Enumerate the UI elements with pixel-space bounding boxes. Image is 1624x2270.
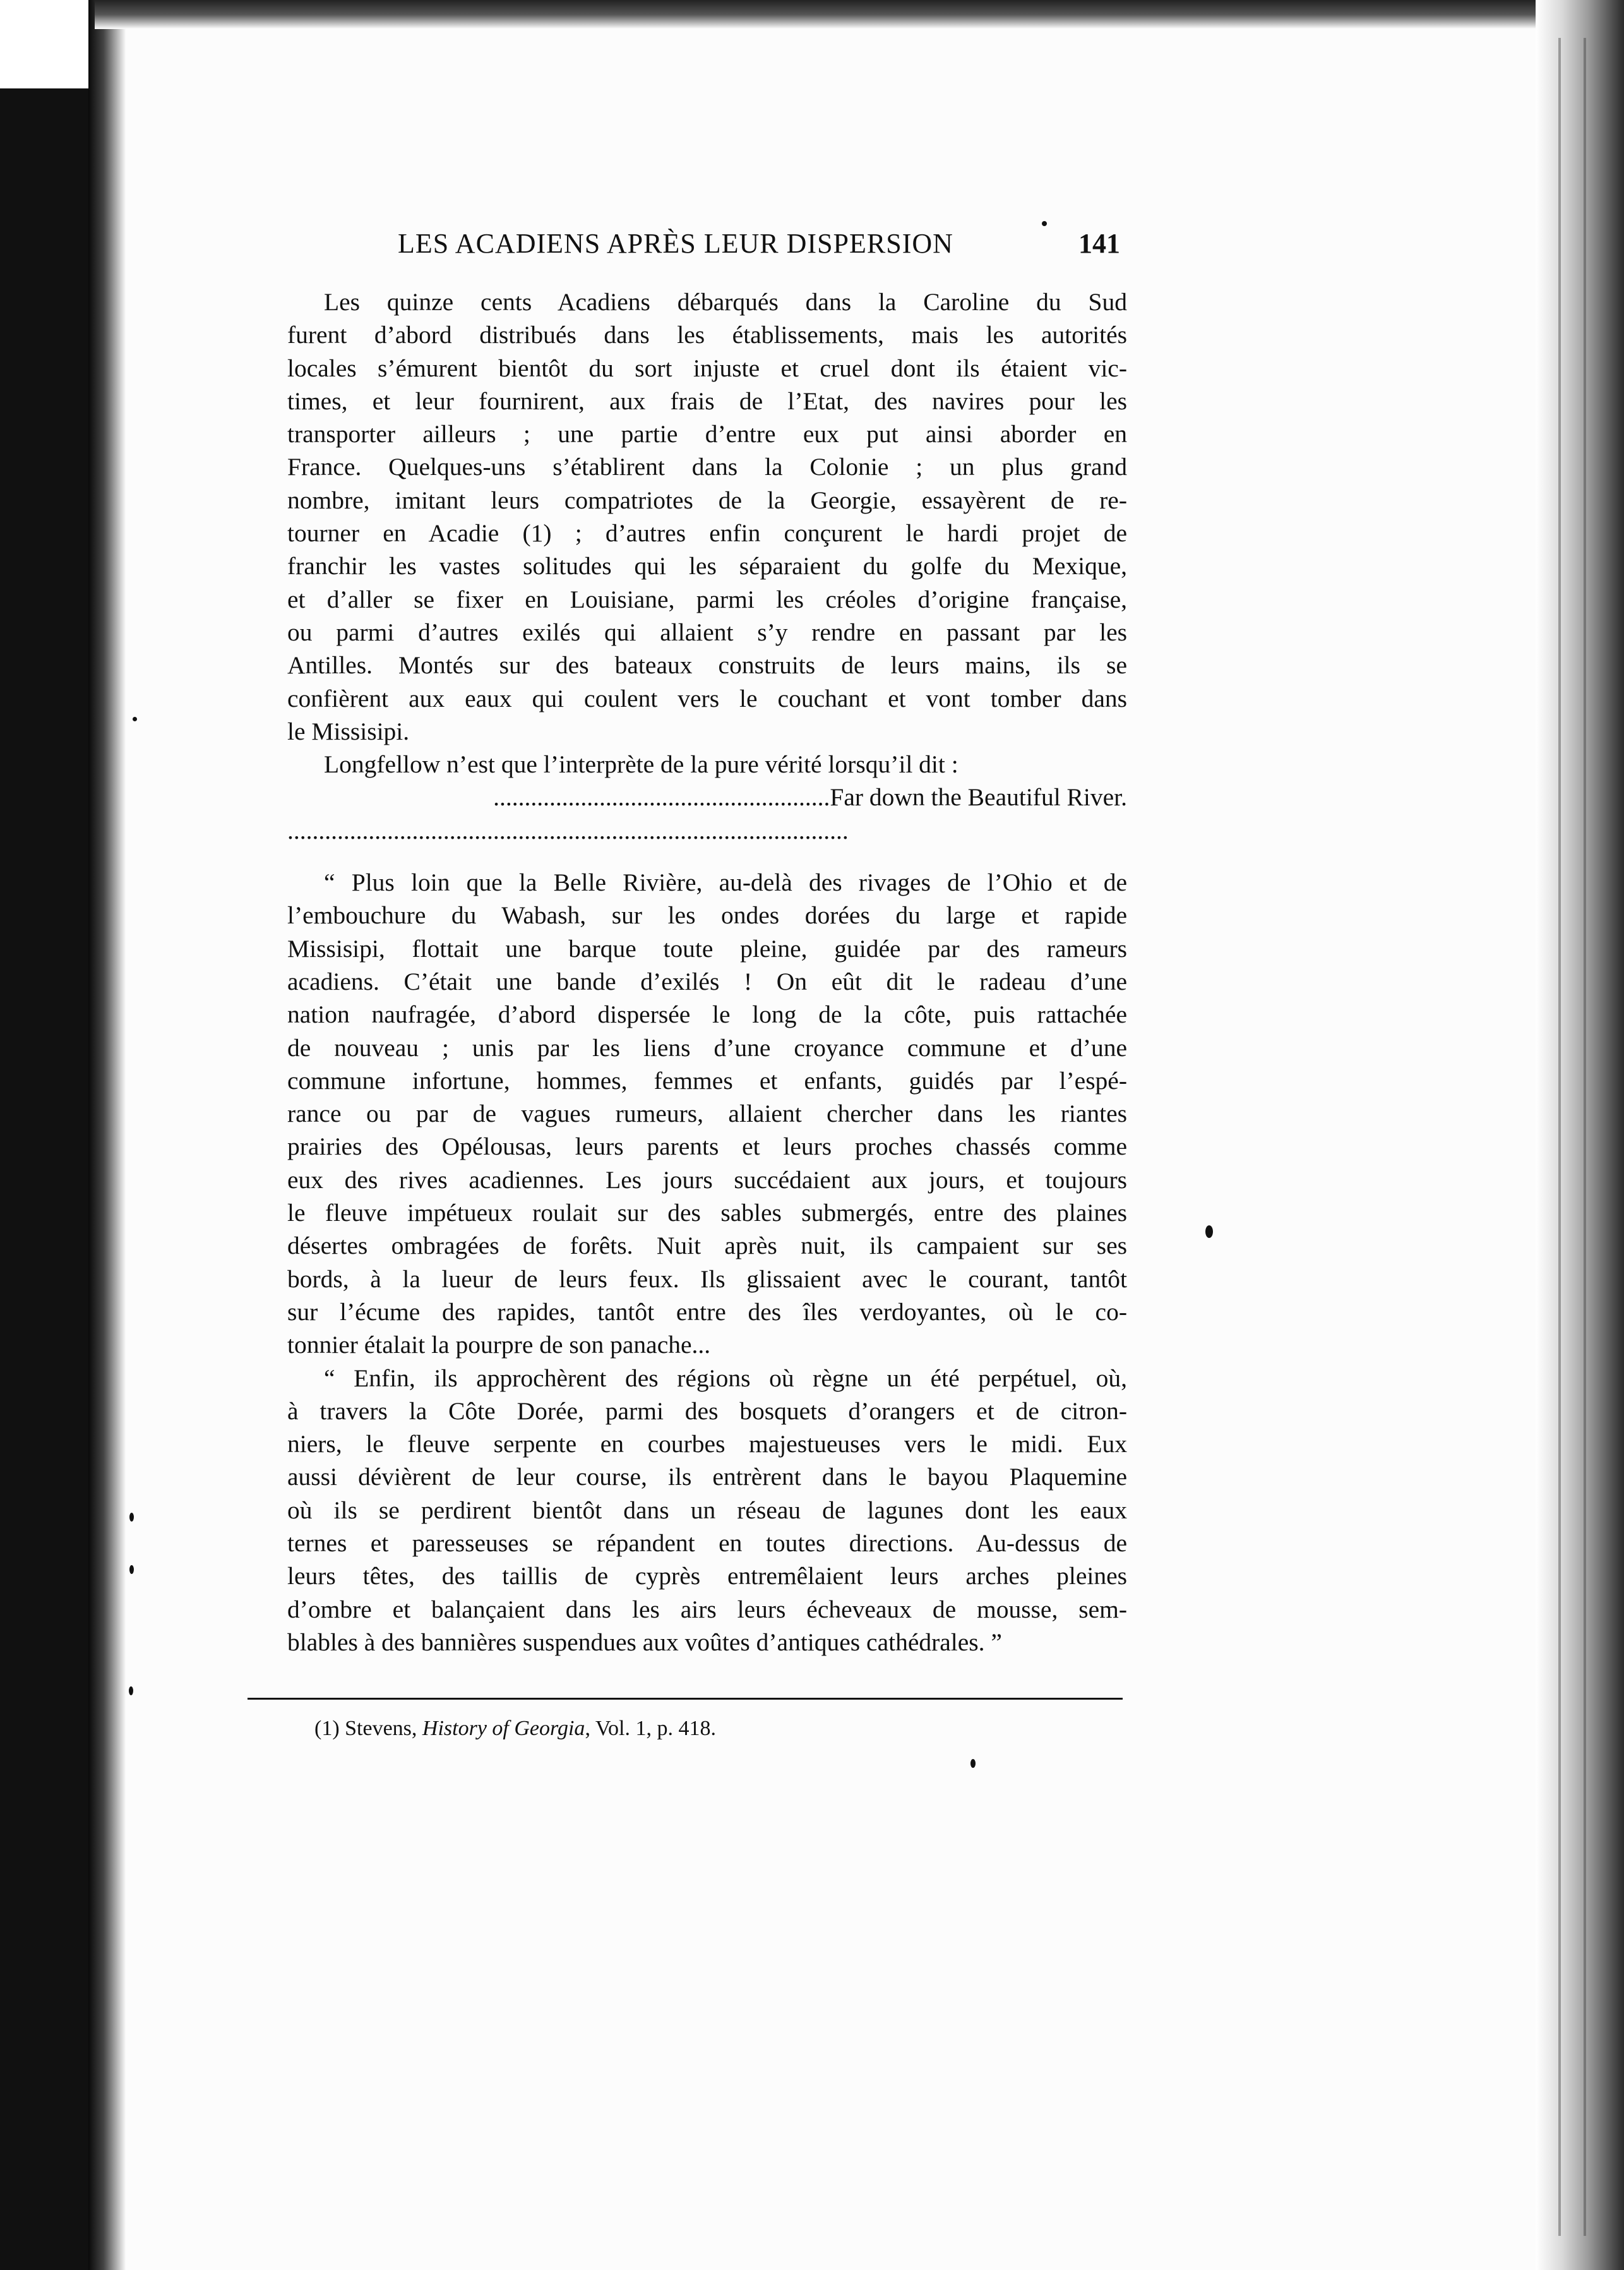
scan-speck bbox=[970, 1759, 976, 1768]
text-line: tonnier étalait la pourpre de son panache... bbox=[287, 1331, 711, 1359]
text-line: ou parmi d’autres exilés qui allaient s’y rendre en passant par les bbox=[287, 618, 1127, 646]
paragraph-2: Longfellow n’est que l’interprète de la pure vérité lorsqu’il dit : bbox=[324, 750, 958, 779]
page-edge-line bbox=[1584, 38, 1586, 2236]
verse-quote: ......................................................Far down the Beautiful River. bbox=[493, 783, 1127, 812]
text-line: franchir les vastes solitudes qui les séparaient du golfe du Mexique, bbox=[287, 552, 1127, 580]
text-line: rance ou par de vagues rumeurs, allaient chercher dans les riantes bbox=[287, 1100, 1127, 1128]
text-line: acadiens. C’était une bande d’exilés ! On eût dit le radeau d’une bbox=[287, 967, 1127, 995]
footnote-rule bbox=[248, 1698, 1123, 1700]
text-line: à travers la Côte Dorée, parmi des bosquets d’orangers et de citron- bbox=[287, 1396, 1127, 1425]
text-line: commune infortune, hommes, femmes et enfants, guidés par l’espé- bbox=[287, 1066, 1127, 1095]
text-line: times, et leur fournirent, aux frais de l’Etat, des navires pour les bbox=[287, 387, 1127, 415]
text-line: désertes ombragées de forêts. Nuit après nuit, ils campaient sur ses bbox=[287, 1232, 1127, 1260]
scan-speck bbox=[129, 1686, 133, 1695]
text-line: le fleuve impétueux roulait sur des sables submergés, entre des plaines bbox=[287, 1199, 1127, 1227]
text-line: nation naufragée, d’abord dispersée le long de la côte, puis rattachée bbox=[287, 1000, 1127, 1029]
scan-speck bbox=[129, 1565, 134, 1574]
scan-left-border bbox=[0, 88, 101, 2270]
text-line: leurs têtes, des taillis de cyprès entremêlaient leurs arches pleines bbox=[287, 1562, 1127, 1590]
scan-speck bbox=[129, 1513, 134, 1522]
text-line: l’embouchure du Wabash, sur les ondes dorées du large et rapide bbox=[287, 901, 1127, 930]
scan-left-shadow bbox=[88, 0, 126, 2270]
text-line: blables à des bannières suspendues aux voûtes d’antiques cathédrales. ” bbox=[287, 1628, 1002, 1656]
text-line: locales s’émurent bientôt du sort injuste et cruel dont ils étaient vic- bbox=[287, 354, 1127, 382]
ellipsis-rule: .......................................................................................... bbox=[287, 816, 849, 844]
footnote bbox=[314, 1717, 716, 1741]
footnote-marker: (1) Stevens, bbox=[314, 1717, 422, 1740]
text-line: Missisipi, flottait une barque toute pleine, guidée par des rameurs bbox=[287, 934, 1127, 963]
text-line: furent d’abord distribués dans les établissements, mais les autorités bbox=[287, 321, 1127, 349]
text-line: niers, le fleuve serpente en courbes majestueuses vers le midi. Eux bbox=[287, 1430, 1127, 1458]
text-line: bords, à la lueur de leurs feux. Ils glissaient avec le courant, tantôt bbox=[287, 1264, 1127, 1293]
text-line: aussi dévièrent de leur course, ils entrèrent dans le bayou Plaquemine bbox=[287, 1463, 1127, 1491]
body-text bbox=[287, 285, 1127, 1659]
text-line: sur l’écume des rapides, tantôt entre des îles verdoyantes, où le co- bbox=[287, 1297, 1127, 1326]
running-head: LES ACADIENS APRÈS LEUR DISPERSION bbox=[398, 228, 953, 259]
text-line: nombre, imitant leurs compatriotes de la Georgie, essayèrent de re- bbox=[287, 486, 1127, 514]
text-line: Antilles. Montés sur des bateaux construits de leurs mains, ils se bbox=[287, 651, 1127, 680]
paragraph-1 bbox=[287, 285, 1127, 748]
text-line: Les quinze cents Acadiens débarqués dans la Caroline du Sud bbox=[324, 288, 1127, 316]
text-line: France. Quelques-uns s’établirent dans la Colonie ; un plus grand bbox=[287, 453, 1127, 481]
scan-speck bbox=[1205, 1225, 1213, 1238]
text-line: ternes et paresseuses se répandent en toutes directions. Au-dessus de bbox=[287, 1528, 1127, 1557]
text-line: de nouveau ; unis par les liens d’une croyance commune et d’une bbox=[287, 1033, 1127, 1062]
text-line: prairies des Opélousas, leurs parents et leurs proches chassés comme bbox=[287, 1132, 1127, 1161]
footnote-citation: , Vol. 1, p. 418. bbox=[585, 1717, 716, 1740]
paragraph-4 bbox=[287, 1362, 1127, 1659]
text-line: “ Enfin, ils approchèrent des régions où règne un été perpétuel, où, bbox=[324, 1364, 1127, 1392]
scan-speck bbox=[133, 717, 137, 721]
paragraph-3 bbox=[287, 866, 1127, 1361]
scan-speck bbox=[1042, 221, 1047, 226]
footnote-title: History of Georgia bbox=[422, 1717, 585, 1740]
scan-right-border bbox=[1536, 0, 1624, 2270]
text-line: eux des rives acadiennes. Les jours succédaient aux jours, et toujours bbox=[287, 1165, 1127, 1194]
text-line: confièrent aux eaux qui coulent vers le couchant et vont tomber dans bbox=[287, 684, 1127, 712]
page-number: 141 bbox=[1078, 228, 1120, 259]
text-line: et d’aller se fixer en Louisiane, parmi les créoles d’origine française, bbox=[287, 585, 1127, 613]
text-line: tourner en Acadie (1) ; d’autres enfin conçurent le hardi projet de bbox=[287, 519, 1127, 548]
text-line: transporter ailleurs ; une partie d’entre eux put ainsi aborder en bbox=[287, 420, 1127, 448]
page-edge-line bbox=[1558, 38, 1561, 2236]
text-line: où ils se perdirent bientôt dans un réseau de lagunes dont les eaux bbox=[287, 1496, 1127, 1524]
scan-top-border bbox=[95, 0, 1624, 29]
text-line: d’ombre et balançaient dans les airs leurs écheveaux de mousse, sem- bbox=[287, 1595, 1127, 1623]
text-line: le Missisipi. bbox=[287, 717, 410, 745]
text-line: “ Plus loin que la Belle Rivière, au-delà des rivages de l’Ohio et de bbox=[324, 868, 1127, 897]
